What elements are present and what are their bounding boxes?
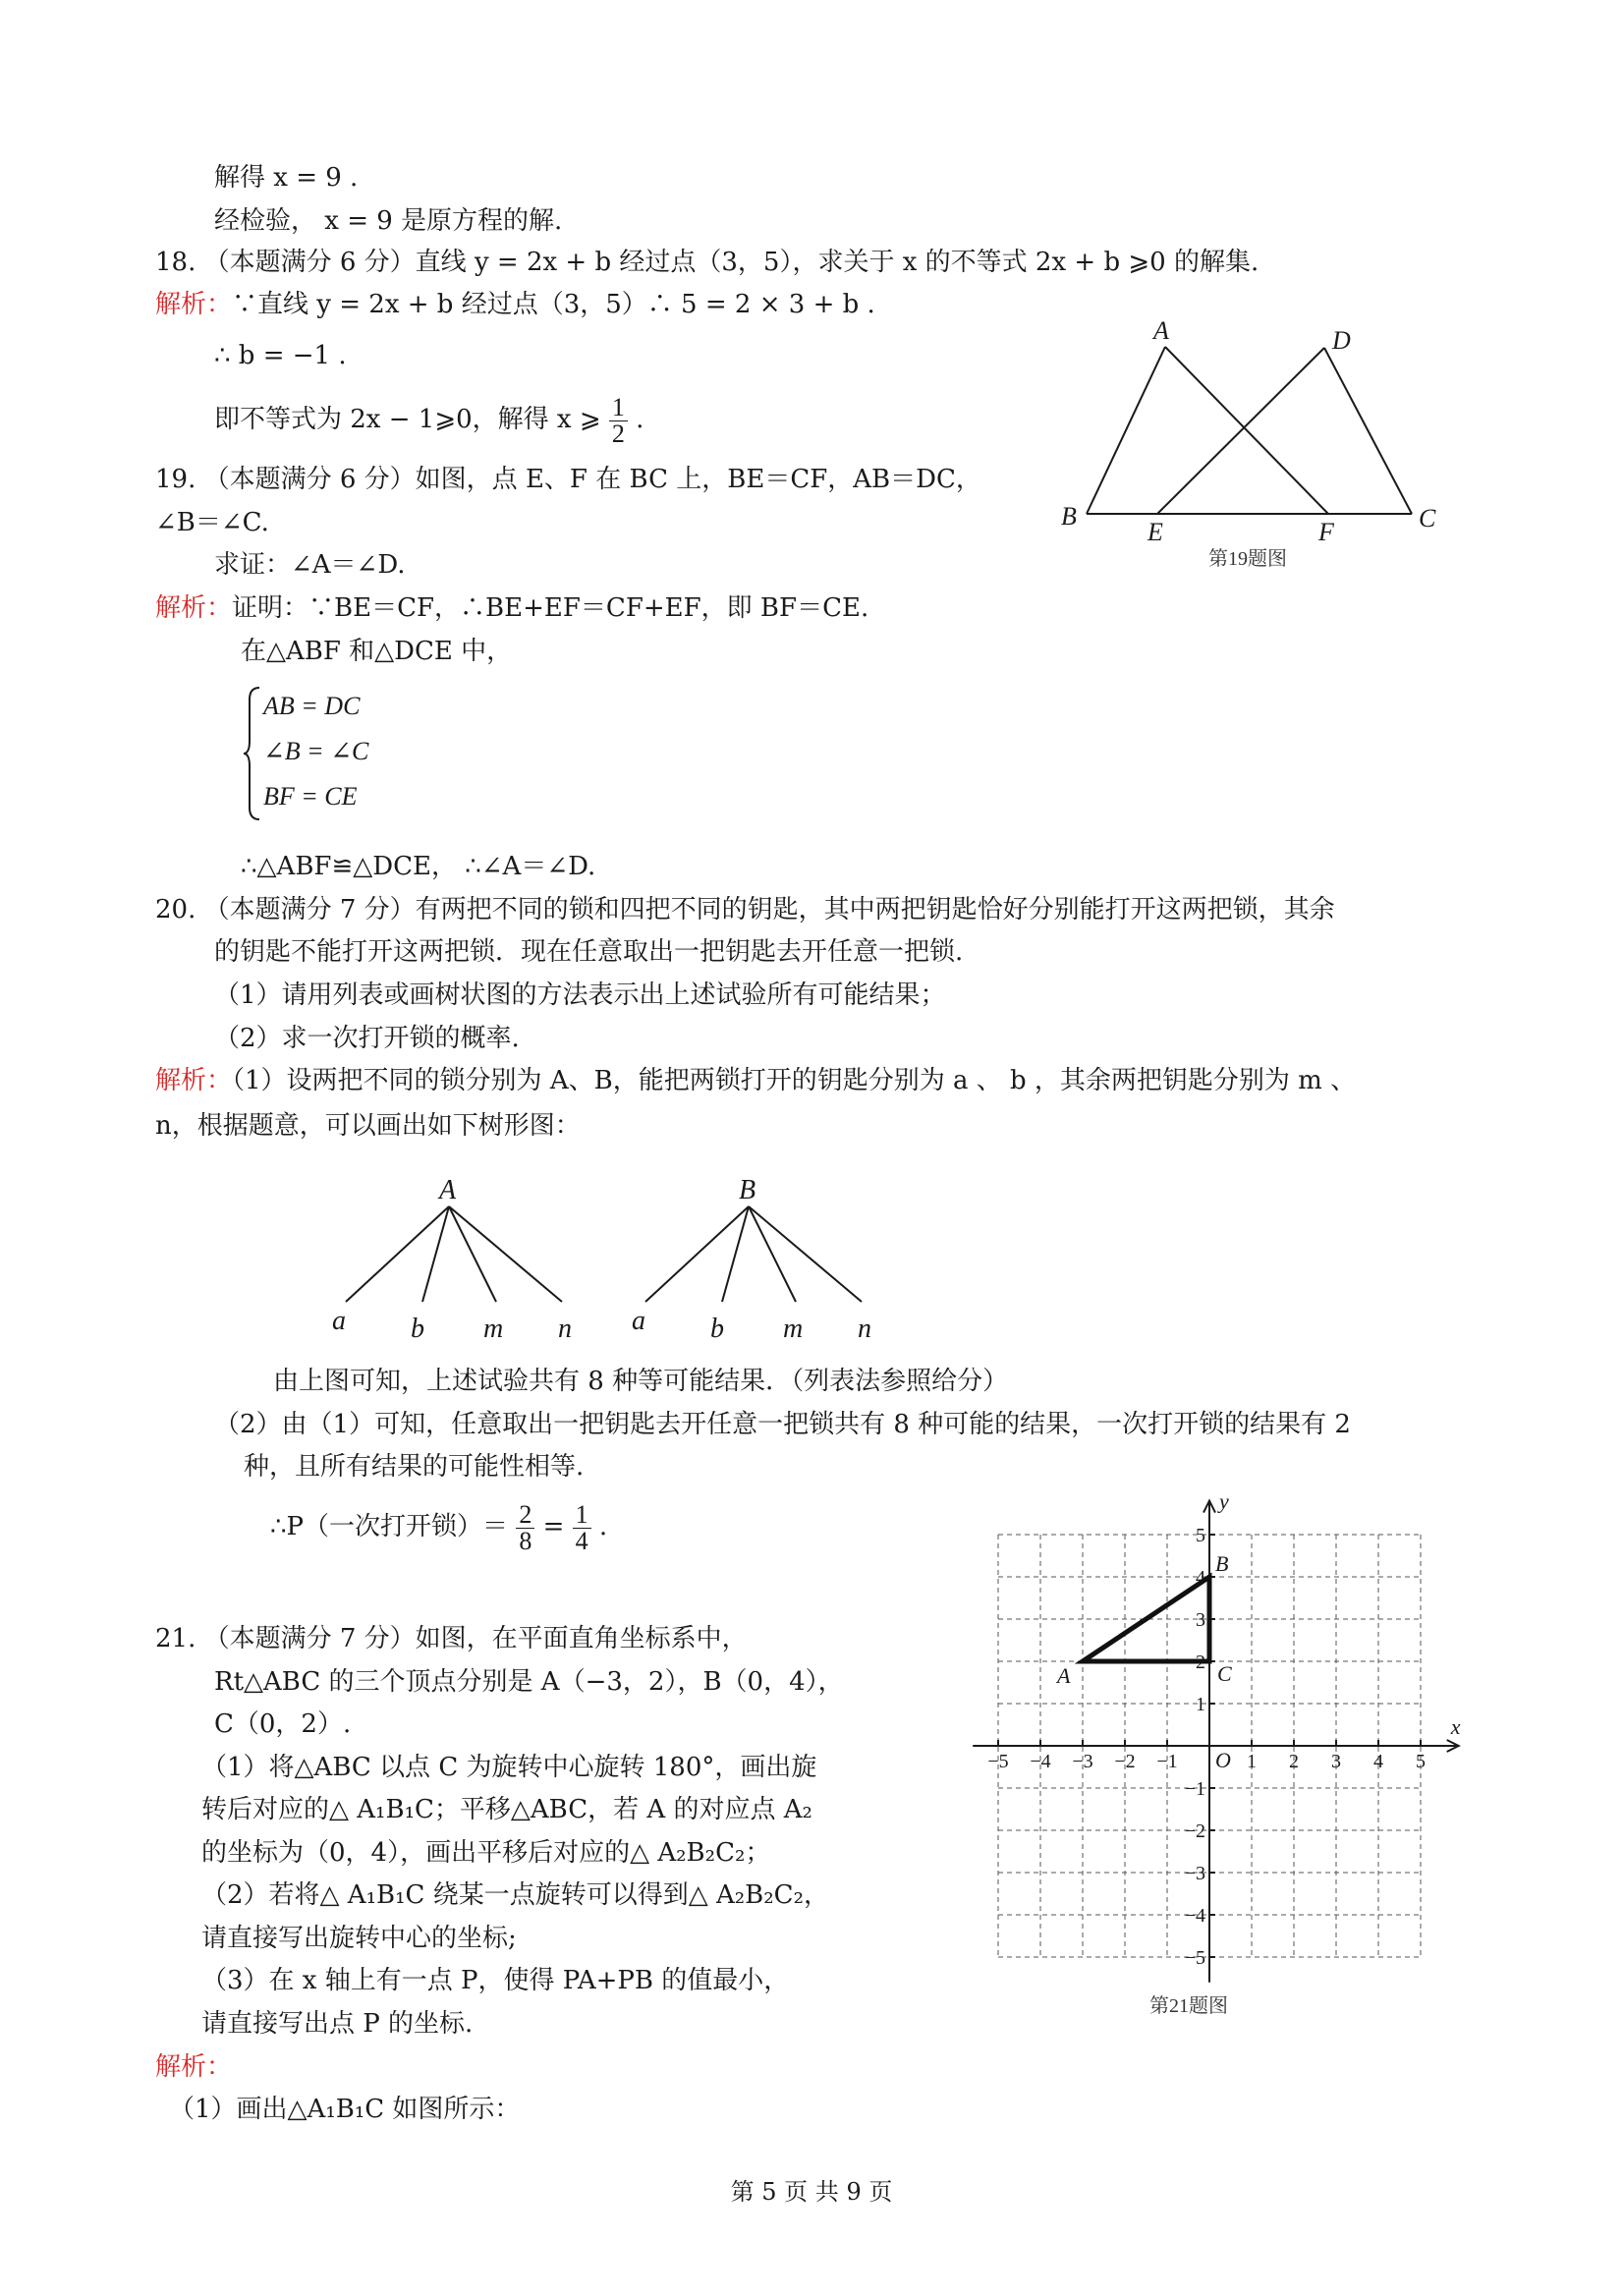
x-tick-label: 2 xyxy=(1289,1751,1299,1772)
point-c-label: C xyxy=(1217,1661,1232,1686)
tree-leaf: a xyxy=(332,1306,346,1336)
label-f: F xyxy=(1318,518,1334,546)
question-21-line8: 请直接写出旋转中心的坐标; xyxy=(201,1924,517,1953)
answer-20-line3: 由上图可知，上述试验共有 8 种等可能结果．（列表法参照给分） xyxy=(273,1367,1009,1396)
branch-a-n xyxy=(449,1206,562,1302)
y-tick-label: −2 xyxy=(1184,1820,1205,1842)
label-d: D xyxy=(1332,326,1351,355)
question-20-line4: （2）求一次打开锁的概率. xyxy=(214,1024,520,1053)
question-21-line6: 的坐标为（0，4），画出平移后对应的△ A₂B₂C₂； xyxy=(201,1838,771,1868)
system-eq1: AB = DC xyxy=(263,692,361,720)
y-tick-label: 3 xyxy=(1196,1609,1205,1631)
question-21-line3: C（0，2）. xyxy=(214,1709,352,1739)
y-tick-label: 5 xyxy=(1196,1525,1205,1546)
fraction-two-eighths: $\frac{2}{8}$ xyxy=(516,1502,534,1554)
label-b: B xyxy=(1061,502,1077,531)
branch-a-b xyxy=(422,1206,449,1302)
label-c: C xyxy=(1419,504,1436,532)
label-a: A xyxy=(1153,316,1169,345)
branch-b-b xyxy=(722,1206,749,1302)
x-tick-label: 3 xyxy=(1331,1751,1341,1772)
solution-line: 解得 x = 9 . xyxy=(214,163,359,193)
y-tick-label: 2 xyxy=(1196,1652,1205,1673)
answer-20-line4: （2）由（1）可知，任意取出一把钥匙去开任意一把锁共有 8 种可能的结果，一次打开锁的结果有 2 xyxy=(214,1410,1351,1439)
x-tick-label: −4 xyxy=(1030,1751,1051,1772)
segment-af xyxy=(1165,347,1328,514)
question-21-line4: （1）将△ABC 以点 C 为旋转中心旋转 180°，画出旋 xyxy=(201,1753,817,1782)
x-tick-label: −3 xyxy=(1072,1751,1093,1772)
question-21-line5: 转后对应的△ A₁B₁C；平移△ABC，若 A 的对应点 A₂ xyxy=(201,1795,812,1824)
question-21-line7: （2）若将△ A₁B₁C 绕某一点旋转可以得到△ A₂B₂C₂， xyxy=(201,1880,829,1910)
tree-leaf: b xyxy=(411,1314,424,1344)
y-tick-label: −3 xyxy=(1184,1863,1205,1884)
question-19-line3: 求证：∠A＝∠D. xyxy=(214,550,406,580)
question-20-line1: 20. （本题满分 7 分）有两把不同的锁和四把不同的钥匙，其中两把钥匙恰好分别能打开这两把锁，其余 xyxy=(155,895,1335,924)
answer-20-line1: 解析：（1）设两把不同的锁分别为 A、B，能把两锁打开的钥匙分别为 a 、 b ，其余两把钥匙分别为 m 、 xyxy=(155,1066,1357,1095)
question-18: 18. （本题满分 6 分）直线 y = 2x + b 经过点（3，5），求关于 x 的不等式 2x + b ⩾0 的解集. xyxy=(155,248,1259,277)
answer-18-line2: ∴ b = −1 . xyxy=(214,341,347,370)
system-brace xyxy=(244,686,263,821)
question-21-line1: 21. （本题满分 7 分）如图，在平面直角坐标系中， xyxy=(155,1624,748,1653)
segment-ab xyxy=(1087,347,1165,514)
origin-label: O xyxy=(1215,1748,1231,1772)
answer-21-line1: （1）画出△A₁B₁C 如图所示： xyxy=(169,2095,521,2124)
question-19-line1: 19. （本题满分 6 分）如图，点 E、F 在 BC 上，BE＝CF，AB＝DC， xyxy=(155,465,981,494)
answer-19-line2: 在△ABF 和△DCE 中， xyxy=(241,637,513,666)
branch-a-a xyxy=(346,1206,449,1302)
y-tick-label: 1 xyxy=(1196,1694,1205,1715)
tree-leaf: n xyxy=(858,1314,871,1344)
segment-ed xyxy=(1157,348,1324,514)
answer-20-line6: ∴P（一次打开锁）＝ $\frac{2}{8}$ = $\frac{1}{4}$ . xyxy=(270,1499,608,1555)
figure-19 xyxy=(1032,305,1474,580)
fraction-one-half: $\frac{1}{2}$ xyxy=(609,395,628,447)
tree-root-a: A xyxy=(439,1175,457,1205)
question-20-line2: 的钥匙不能打开这两把锁．现在任意取出一把钥匙去开任意一把锁. xyxy=(214,937,964,967)
y-tick-label: −4 xyxy=(1184,1905,1205,1927)
answer-19-line3: ∴△ABF≌△DCE， ∴∠A＝∠D. xyxy=(241,852,596,881)
branch-b-m xyxy=(749,1206,796,1302)
x-tick-label: −5 xyxy=(987,1751,1009,1772)
branch-b-a xyxy=(645,1206,749,1302)
answer-21-label: 解析： xyxy=(155,2052,233,2082)
tree-leaf: a xyxy=(632,1306,645,1336)
system-eq2: ∠B = ∠C xyxy=(263,737,369,765)
verification-line: 经检验， x = 9 是原方程的解. xyxy=(214,206,563,236)
branch-a-m xyxy=(449,1206,496,1302)
answer-20-line2: n，根据题意，可以画出如下树形图： xyxy=(155,1111,581,1141)
x-tick-label: 5 xyxy=(1416,1751,1426,1772)
question-20-line3: （1）请用列表或画树状图的方法表示出上述试验所有可能结果； xyxy=(214,980,946,1010)
tree-leaf: n xyxy=(558,1314,572,1344)
answer-20-line5: 种，且所有结果的可能性相等. xyxy=(244,1452,585,1482)
question-19-line2: ∠B＝∠C. xyxy=(155,508,269,537)
label-e: E xyxy=(1147,518,1163,546)
answer-label: 解析： xyxy=(155,593,233,623)
answer-label: 解析： xyxy=(155,1066,233,1095)
x-axis-label: x xyxy=(1450,1714,1461,1739)
tree-diagram xyxy=(314,1164,904,1351)
fraction-one-quarter: $\frac{1}{4}$ xyxy=(573,1502,591,1554)
answer-19-line1: 解析：证明：∵BE＝CF，∴BE+EF＝CF+EF，即 BF＝CE. xyxy=(155,593,869,623)
y-tick-label: −5 xyxy=(1184,1947,1205,1969)
y-axis-label: y xyxy=(1219,1488,1229,1514)
tree-root-b: B xyxy=(739,1175,756,1205)
answer-label: 解析： xyxy=(155,290,233,319)
figure-21-caption: 第21题图 xyxy=(1149,1995,1228,2017)
x-tick-label: 4 xyxy=(1373,1751,1383,1772)
point-b-label: B xyxy=(1215,1551,1229,1576)
y-tick-label: 4 xyxy=(1196,1567,1205,1589)
segment-dc xyxy=(1324,348,1412,514)
figure-19-caption: 第19题图 xyxy=(1208,548,1287,570)
question-21-line2: Rt△ABC 的三个顶点分别是 A（−3，2），B（0，4）， xyxy=(214,1667,844,1697)
x-tick-label: −1 xyxy=(1156,1751,1178,1772)
tree-leaf: m xyxy=(483,1314,504,1344)
question-21-line10: 请直接写出点 P 的坐标. xyxy=(201,2009,474,2039)
question-21-line9: （3）在 x 轴上有一点 P，使得 PA+PB 的值最小， xyxy=(201,1966,790,1995)
y-tick-label: −1 xyxy=(1184,1778,1205,1800)
branch-b-n xyxy=(749,1206,862,1302)
tree-leaf: m xyxy=(783,1314,804,1344)
page-footer: 第 5 页 共 9 页 xyxy=(730,2178,893,2206)
system-eq3: BF = CE xyxy=(263,782,358,811)
triangle-abc xyxy=(1083,1577,1209,1661)
answer-18-line3: 即不等式为 2x − 1⩾0，解得 x ⩾ $\frac{1}{2}$ . xyxy=(214,392,644,448)
x-tick-label: −2 xyxy=(1114,1751,1136,1772)
answer-18-line1: 解析：∵直线 y = 2x + b 经过点（3，5）∴ 5 = 2 × 3 + b . xyxy=(155,290,875,319)
figure-21-coordinate-plane xyxy=(943,1474,1493,2024)
x-tick-label: 1 xyxy=(1247,1751,1257,1772)
tree-leaf: b xyxy=(710,1314,724,1344)
point-a-label: A xyxy=(1057,1663,1071,1688)
